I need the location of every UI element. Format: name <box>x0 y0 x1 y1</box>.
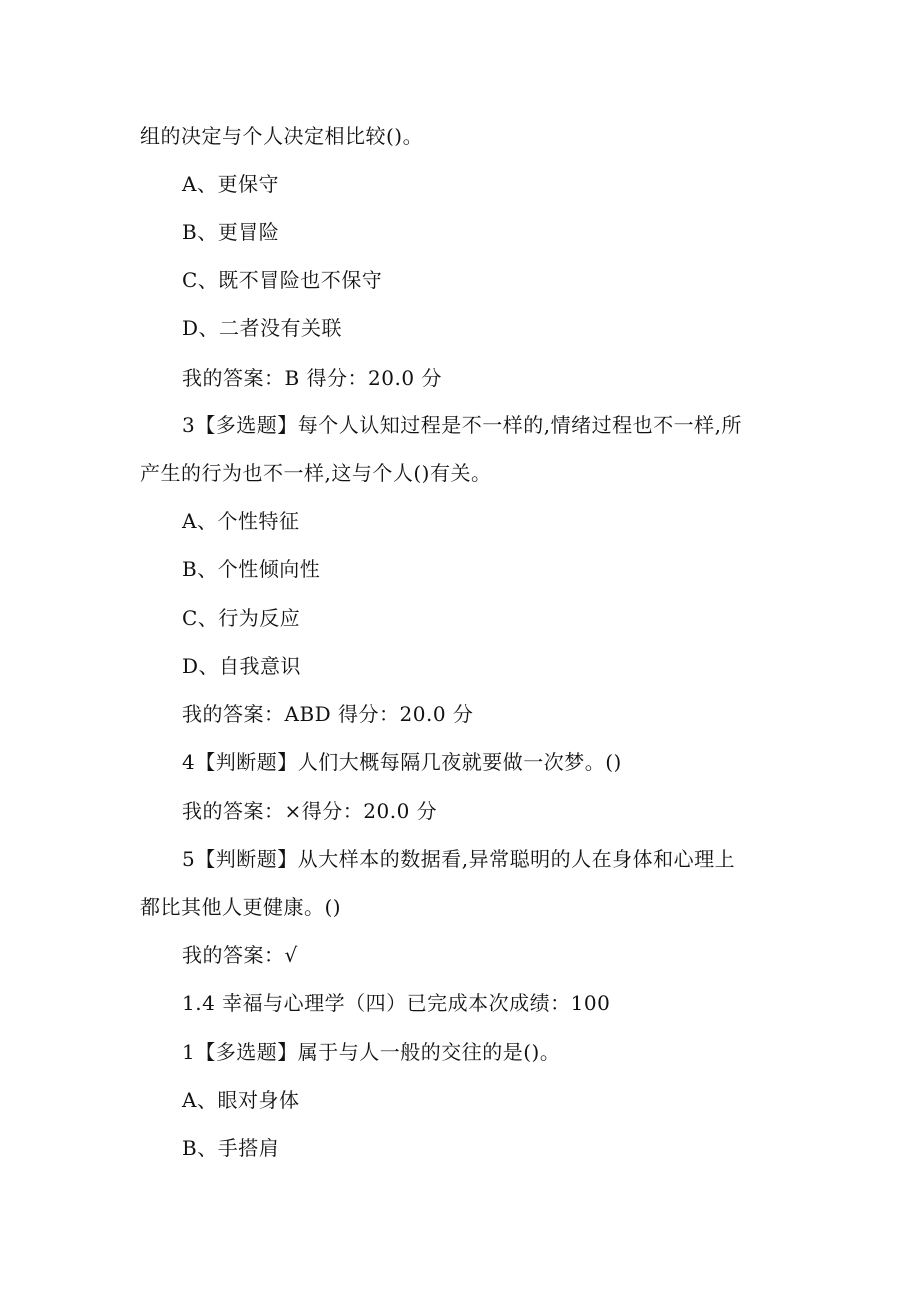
question-3-stem-continuation: 产生的行为也不一样,这与个人()有关。 <box>140 461 492 485</box>
question-4-stem: 4【判断题】人们大概每隔几夜就要做一次梦。() <box>182 750 622 774</box>
option-a: A、个性特征 <box>182 509 300 533</box>
answer-line: 我的答案：ABD 得分：20.0 分 <box>182 702 474 726</box>
question-3-stem: 3【多选题】每个人认知过程是不一样的,情绪过程也不一样,所 <box>182 413 742 437</box>
option-c: C、既不冒险也不保守 <box>182 268 383 292</box>
option-b: B、个性倾向性 <box>182 557 321 581</box>
option-b: B、手搭肩 <box>182 1136 280 1160</box>
option-c: C、行为反应 <box>182 606 301 630</box>
question-stem-continuation: 组的决定与个人决定相比较()。 <box>140 124 424 148</box>
section-heading: 1.4 幸福与心理学（四）已完成本次成绩：100 <box>182 991 611 1015</box>
option-b: B、更冒险 <box>182 220 280 244</box>
option-a: A、眼对身体 <box>182 1088 300 1112</box>
answer-line: 我的答案：√ <box>182 943 298 967</box>
question-5-stem-continuation: 都比其他人更健康。() <box>140 895 342 919</box>
option-d: D、二者没有关联 <box>182 316 343 340</box>
answer-line: 我的答案：B 得分：20.0 分 <box>182 366 442 390</box>
question-5-stem: 5【判断题】从大样本的数据看,异常聪明的人在身体和心理上 <box>182 847 736 871</box>
question-1-stem: 1【多选题】属于与人一般的交往的是()。 <box>182 1040 561 1064</box>
option-d: D、自我意识 <box>182 654 302 678</box>
answer-line: 我的答案：×得分：20.0 分 <box>182 799 438 823</box>
option-a: A、更保守 <box>182 172 279 196</box>
